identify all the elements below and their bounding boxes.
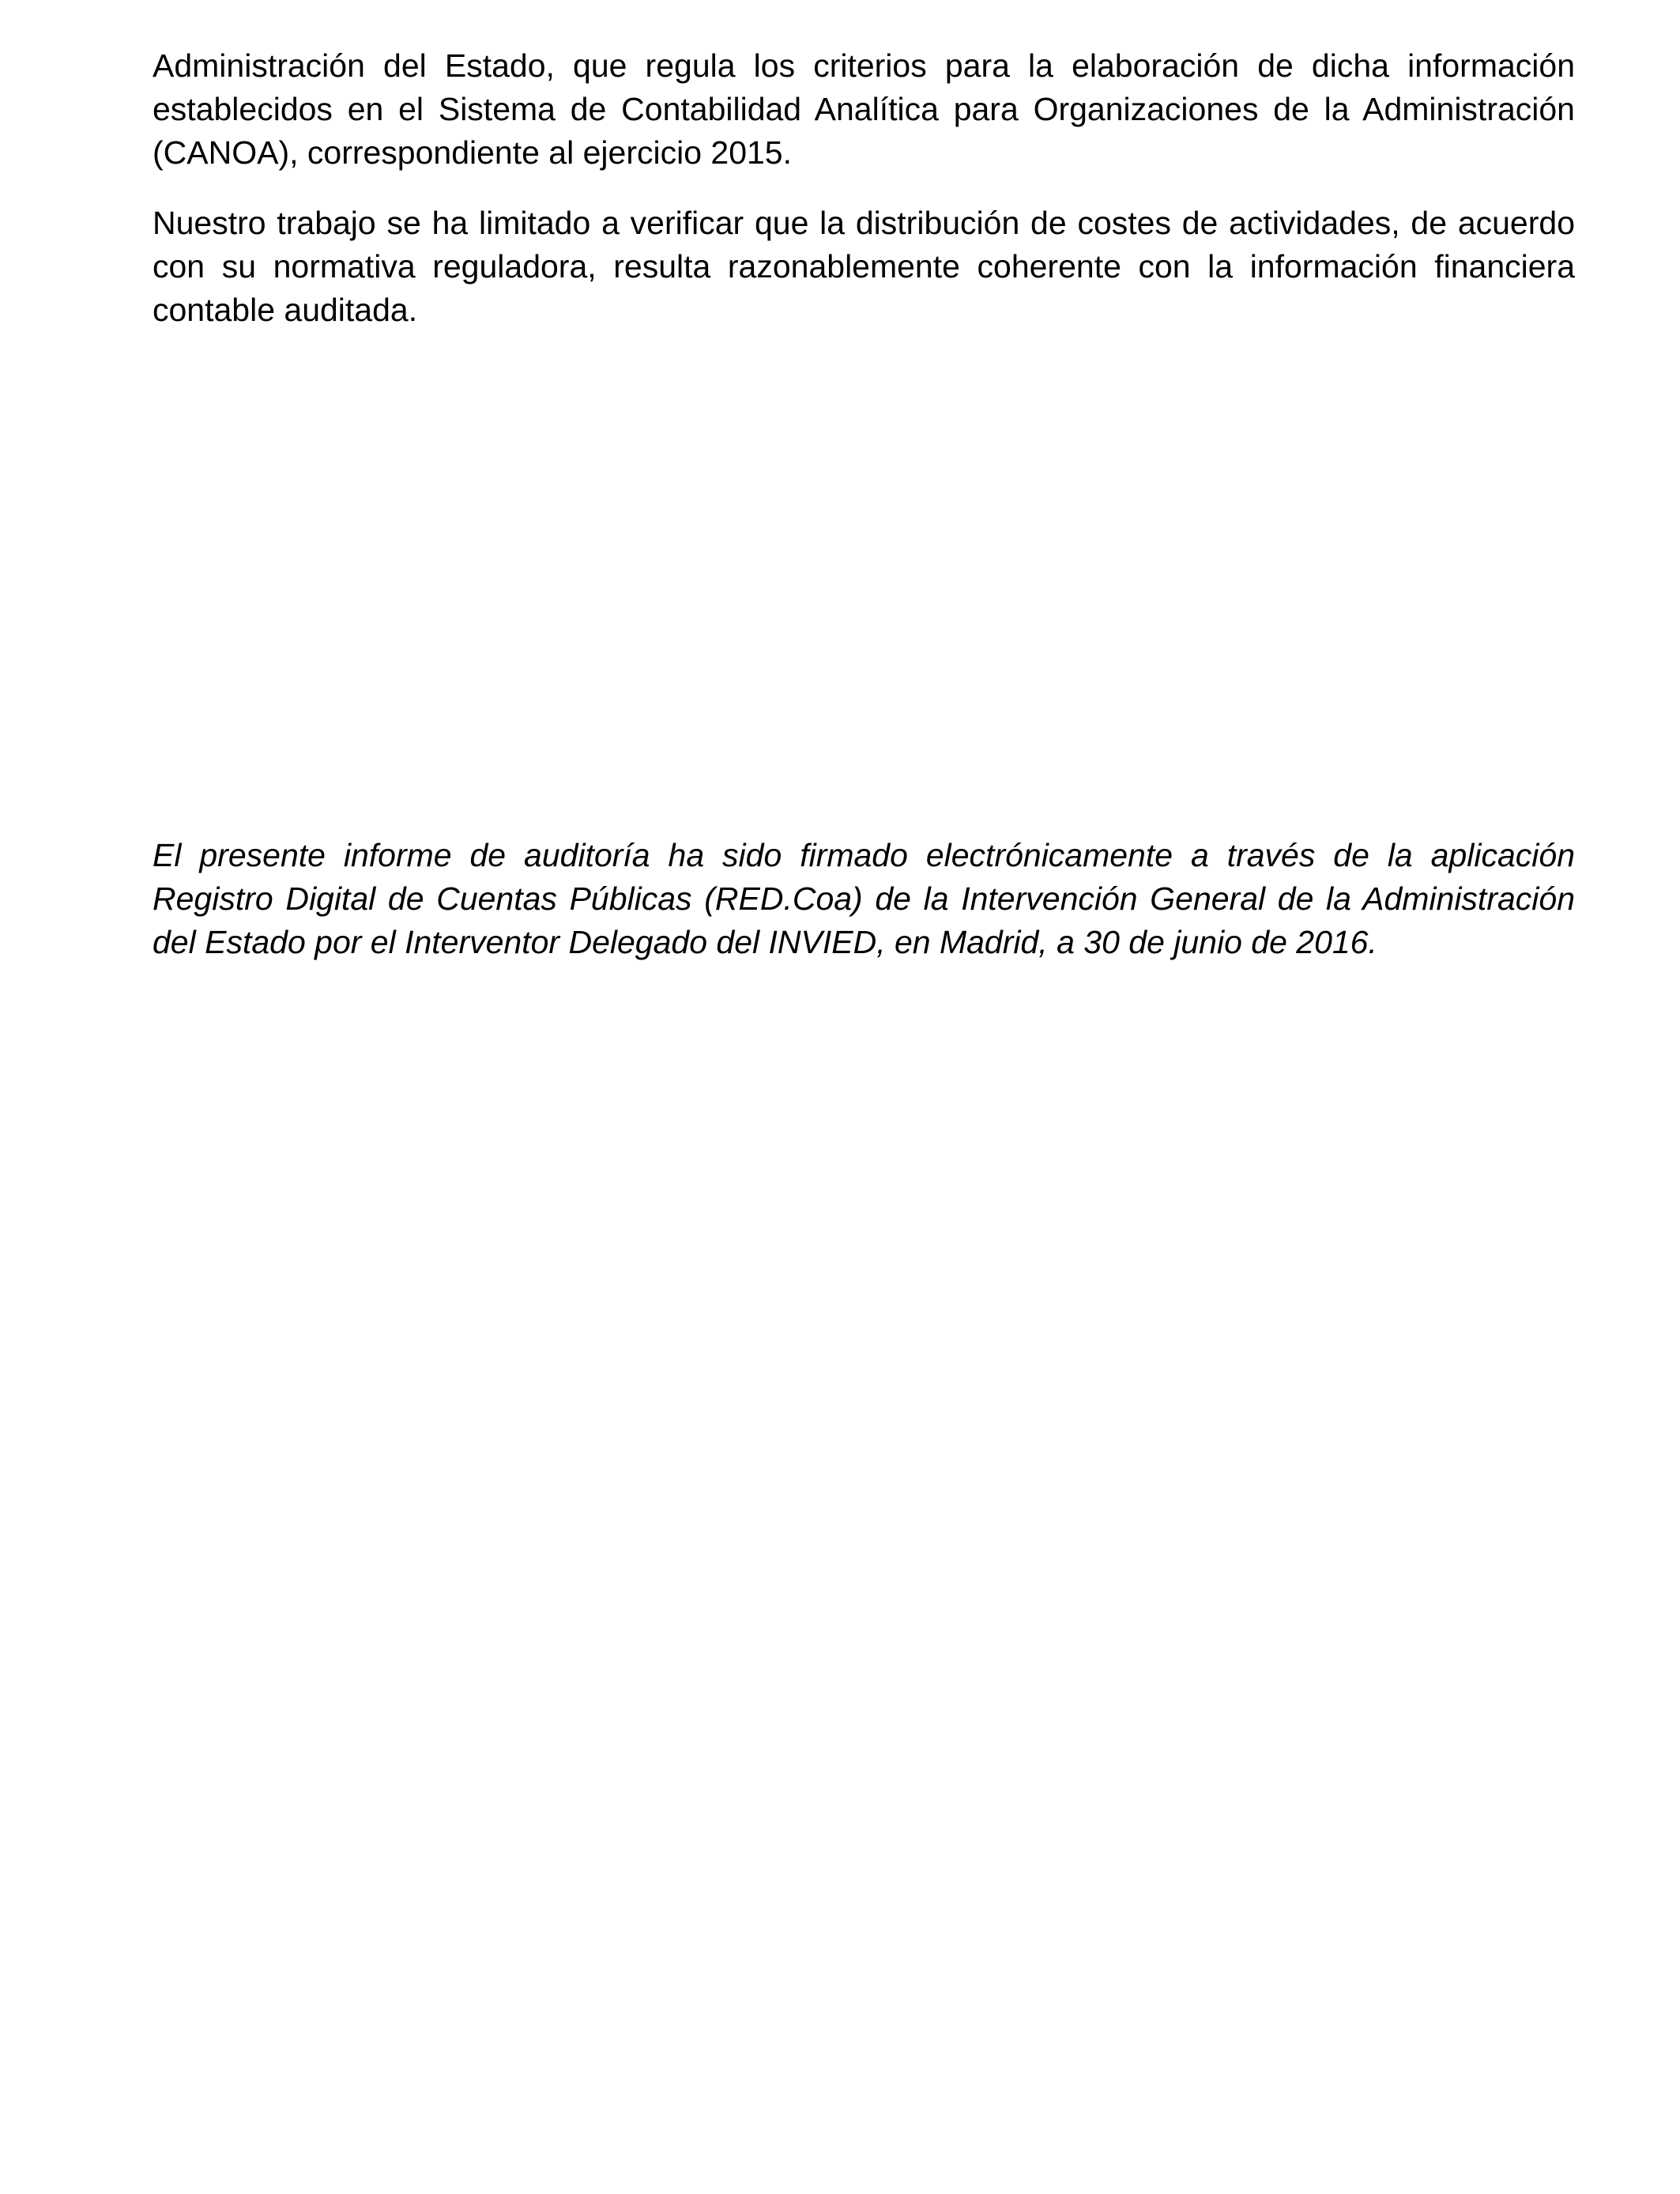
body-paragraph-scope-of-work: Nuestro trabajo se ha limitado a verificar que la distribución de costes de actividades, de acuerdo con su normativa reguladora, resulta razonablemente coherente con la información financiera contable auditada. bbox=[153, 205, 1575, 328]
electronic-signature-note: El presente informe de auditoría ha sido firmado electrónicamente a través de la aplicación Registro Digital de Cuentas Públicas (RED.Coa) de la Intervención General de la Administración del Estado por el Interventor Delegado del INVIED, en Madrid, a 30 de junio de 2016. bbox=[153, 837, 1575, 960]
body-paragraph-costing-criteria: Administración del Estado, que regula los criterios para la elaboración de dicha información establecidos en el Sistema de Contabilidad Analítica para Organizaciones de la Administración (CANOA), correspondiente al ejercicio 2015. bbox=[153, 47, 1575, 171]
